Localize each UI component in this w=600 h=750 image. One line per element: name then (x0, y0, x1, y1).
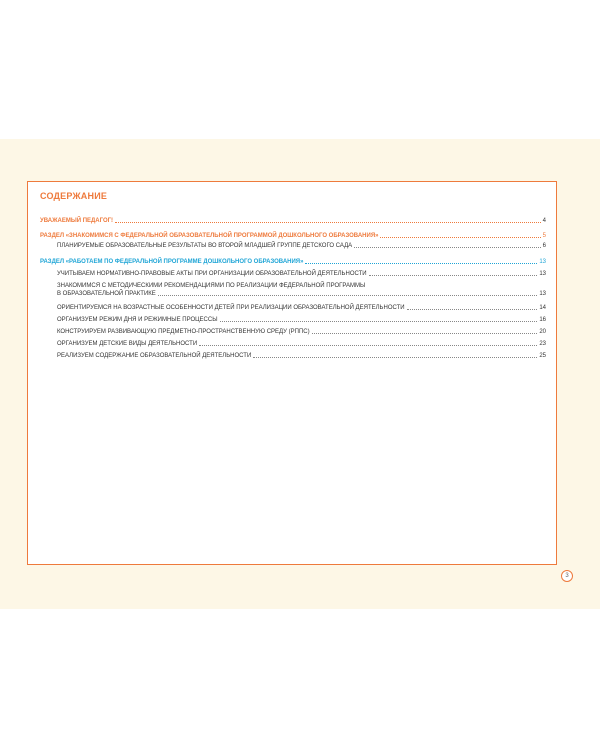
toc-title: СОДЕРЖАНИЕ (40, 191, 108, 201)
toc-entry[interactable] (57, 316, 546, 324)
leader-dots (380, 237, 540, 238)
toc-entry-page: 14 (539, 305, 546, 311)
toc-entry-page: 5 (542, 233, 546, 239)
toc-entry-page: 23 (539, 341, 546, 347)
leader-dots (220, 321, 538, 322)
toc-entry-text: УВАЖАЕМЫЙ ПЕДАГОГ! (40, 218, 114, 224)
toc-entry-page: 20 (539, 329, 546, 335)
toc-entry-text: РАЗДЕЛ «ЗНАКОМИМСЯ С ФЕДЕРАЛЬНОЙ ОБРАЗОВАТЕЛЬНОЙ ПРОГРАММОЙ ДОШКОЛЬНОГО ОБРАЗОВАНИЯ» (40, 233, 379, 239)
table-of-contents (27, 181, 557, 565)
leader-dots (369, 275, 538, 276)
toc-entry-page: 6 (542, 243, 546, 249)
leader-dots (158, 295, 538, 296)
toc-entry-page: 13 (539, 259, 546, 265)
toc-entry[interactable] (57, 242, 546, 250)
toc-entry-page: 13 (539, 271, 546, 277)
leader-dots (312, 333, 538, 334)
page-number: 3 (561, 570, 573, 582)
toc-entry-text: ОРГАНИЗУЕМ ДЕТСКИЕ ВИДЫ ДЕЯТЕЛЬНОСТИ (57, 341, 198, 347)
toc-entry-text: ЗНАКОМИМСЯ С МЕТОДИЧЕСКИМИ РЕКОМЕНДАЦИЯМИ ПО РЕАЛИЗАЦИИ ФЕДЕРАЛЬНОЙ ПРОГРАММЫ (57, 283, 366, 289)
toc-entry-text: РЕАЛИЗУЕМ СОДЕРЖАНИЕ ОБРАЗОВАТЕЛЬНОЙ ДЕЯТЕЛЬНОСТИ (57, 353, 252, 359)
toc-entry-text: ПЛАНИРУЕМЫЕ ОБРАЗОВАТЕЛЬНЫЕ РЕЗУЛЬТАТЫ ВО ВТОРОЙ МЛАДШЕЙ ГРУППЕ ДЕТСКОГО САДА (57, 243, 353, 249)
toc-entry[interactable] (57, 270, 546, 278)
toc-entry-text: РАЗДЕЛ «РАБОТАЕМ ПО ФЕДЕРАЛЬНОЙ ПРОГРАММЕ ДОШКОЛЬНОГО ОБРАЗОВАНИЯ» (40, 259, 304, 265)
toc-entry[interactable] (40, 258, 546, 266)
leader-dots (354, 247, 540, 248)
toc-entry[interactable] (40, 232, 546, 240)
toc-entry-continuation (57, 290, 546, 298)
toc-entry-text: ОРГАНИЗУЕМ РЕЖИМ ДНЯ И РЕЖИМНЫЕ ПРОЦЕССЫ (57, 317, 218, 323)
leader-dots (253, 357, 537, 358)
toc-entry[interactable] (57, 304, 546, 312)
leader-dots (305, 263, 537, 264)
toc-entry-text-line2: В ОБРАЗОВАТЕЛЬНОЙ ПРАКТИКЕ (57, 291, 156, 297)
toc-entry-page: 25 (539, 353, 546, 359)
toc-entry[interactable] (40, 217, 546, 225)
toc-entry-page: 16 (539, 317, 546, 323)
toc-entry[interactable] (57, 352, 546, 360)
toc-entry-text: УЧИТЫВАЕМ НОРМАТИВНО-ПРАВОВЫЕ АКТЫ ПРИ ОРГАНИЗАЦИИ ОБРАЗОВАТЕЛЬНОЙ ДЕЯТЕЛЬНОСТИ (57, 271, 367, 277)
toc-entry-text: ОРИЕНТИРУЕМСЯ НА ВОЗРАСТНЫЕ ОСОБЕННОСТИ ДЕТЕЙ ПРИ РЕАЛИЗАЦИИ ОБРАЗОВАТЕЛЬНОЙ ДЕЯТЕЛЬНОСТИ (57, 305, 405, 311)
toc-entry-page: 13 (539, 291, 546, 297)
toc-entry[interactable] (57, 328, 546, 336)
toc-entry-page: 4 (542, 218, 546, 224)
toc-entry[interactable] (57, 282, 546, 298)
leader-dots (199, 345, 537, 346)
leader-dots (407, 309, 538, 310)
leader-dots (115, 222, 541, 223)
toc-entry[interactable] (57, 340, 546, 348)
toc-entry-text: КОНСТРУИРУЕМ РАЗВИВАЮЩУЮ ПРЕДМЕТНО-ПРОСТРАНСТВЕННУЮ СРЕДУ (РППС) (57, 329, 310, 335)
